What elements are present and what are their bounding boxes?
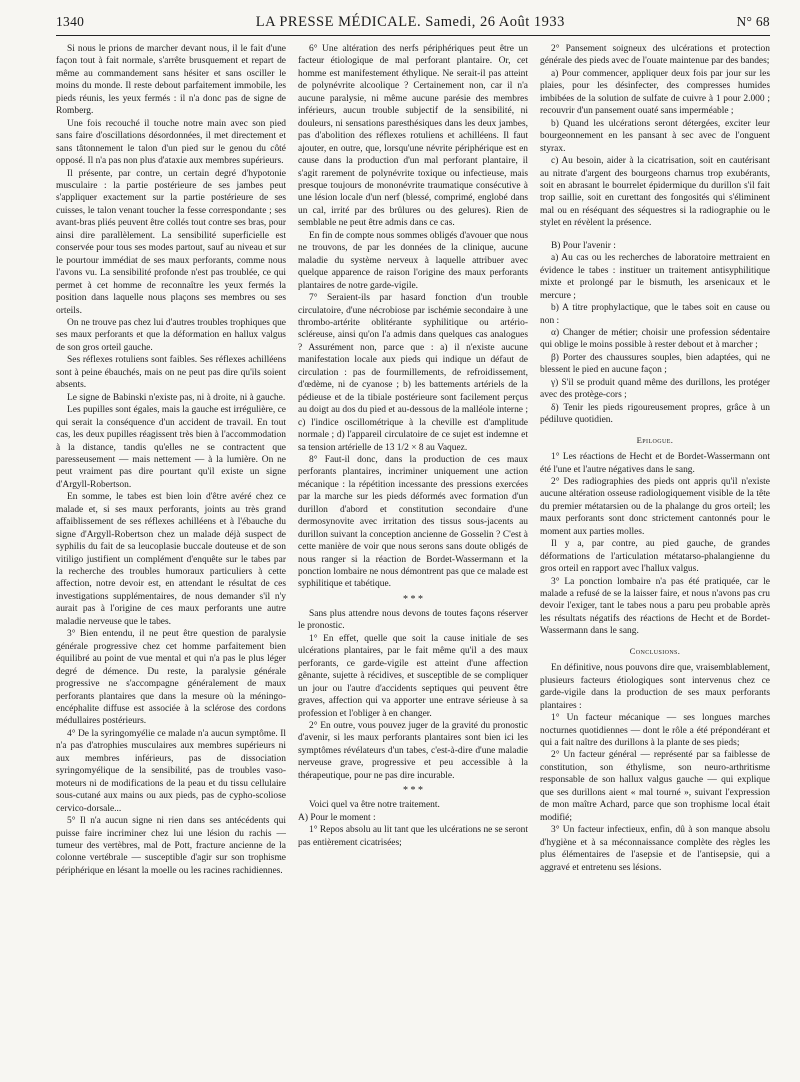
section-separator: * * *: [403, 785, 423, 797]
paragraph: 5° Il n'a aucun signe ni rien dans ses antécédents qui puisse faire incriminer chez lui une lésion du rachis — tumeur des vertèbres, mal de Pott, fracture ancienne de la colonne vertébrale — susceptible d'agir sur son trophisme périphérique en lésant la moelle ou les racines rachidiennes.: [56, 816, 286, 876]
paragraph: b) A titre prophylactique, que le tabes soit en cause ou non :: [540, 303, 770, 326]
paragraph: Il présente, par contre, un certain degré d'hypotonie musculaire : la partie postérieure de ses jambes peut s'appliquer exactement sur la partie postérieure de ses cuisses, le talon venant toucher la fesse correspondante ; ses avant-bras pliés peuvent être collés tout contre ses bras, pour ainsi dire parallèlement. La sensibilité superficielle est conservée pour tous ses modes partout, sauf au niveau et sur le pourtour immédiat de ses maux perforants, comme nous l'avons vu. La sensibilité profonde n'est pas troublée, ce qui permet à cet homme de reconnaître les yeux fermés la position dans laquelle nous plaçons ses membres ou ses orteils.: [56, 168, 286, 316]
paragraph: 1° Repos absolu au lit tant que les ulcérations ne se seront pas entièrement cicatrisées;: [298, 825, 528, 848]
paragraph: 2° Pansement soigneux des ulcérations et protection générale des pieds avec de l'ouate maintenue par des bandes;: [540, 44, 770, 67]
paragraph: 3° La ponction lombaire n'a pas été pratiquée, car le malade a refusé de se la laisser faire, et nous n'avons pas cru devoir l'exiger, tant le tabes nous a paru peu probable après les résultats négatifs des réactions de Hecht et de Bordet-Wassermann dans le sang.: [540, 576, 770, 637]
paragraph: Si nous le prions de marcher devant nous, il le fait d'une façon tout à fait normale, s'arrête brusquement et repart de même au commandement sans hésiter et sans osciller le moins du monde. Il reste debout parfaitement immobile, les pieds réunis, les yeux fermés : il n'a donc pas de signe de Romberg.: [56, 44, 286, 117]
paragraph: γ) S'il se produit quand même des durillons, les protéger avec des protège-cors ;: [540, 377, 770, 401]
future-heading: B) Pour l'avenir :: [551, 240, 616, 251]
paragraph: 1° Un facteur mécanique — ses longues marches nocturnes quotidiennes — dont le rôle a été prépondérant et qui a fait naître des durillons à la plante de ses pieds;: [540, 713, 770, 749]
issue-date: Samedi, 26 Août 1933: [425, 14, 565, 30]
paragraph: 4° De la syringomyélie ce malade n'a aucun symptôme. Il n'a pas d'atrophies musculaires aux membres supérieurs ni aux membres inférieurs, pas de dissociation syringomyélique de la sensibilité, pas de troubles vaso-moteurs ni de modifications de la peau et du tissu cellulaire sous-cutané aux mains ou aux pieds, pas de cypho-scoliose cervico-dorsale...: [56, 728, 286, 814]
paragraph: Il y a, par contre, au pied gauche, de grandes déformations de l'articulation métatarso-phalangienne du gros orteil en rapport avec l'hallux valgus.: [540, 539, 770, 575]
paragraph: β) Porter des chaussures souples, bien adaptées, qui ne blessent le pied en aucune façon ;: [540, 352, 770, 376]
paragraph: En fin de compte nous sommes obligés d'avouer que nous ne trouvons, de par les données de la clinique, aucune maladie du système nerveux à laquelle attribuer avec quelque apparence de raison l'origine des maux perforants plantaires de notre garde-vigile.: [298, 230, 528, 291]
paragraph: α) Changer de métier; choisir une profession sédentaire qui oblige le moins possible à rester debout et à marcher ;: [540, 327, 770, 351]
section-separator: * * *: [403, 593, 423, 605]
column-3: [540, 43, 770, 877]
article-columns: [56, 43, 770, 877]
paragraph: Voici quel va être notre traitement.: [309, 800, 440, 811]
paragraph: 8° Faut-il donc, dans la production de ces maux perforants plantaires, incriminer uniquement une action mécanique : la répétition incessante des pressions exercées par la marche sur les pieds déformés avec formation d'un durillon d'abord et constitution secondaire d'une dermosynovite avec irritation des tissus sous-jacents au durillon suivant la conception ancienne de Gosselin ? C'est à cette manière de voir que nous serons sans doute obligés de nous ranger si la réaction de Bordet-Wassermann et la ponction lombaire ne nous démontrent pas que ce malade est syphilitique et tabétique.: [298, 454, 528, 590]
paragraph: 7° Seraient-ils par hasard fonction d'un trouble circulatoire, d'une nécrobiose par ischémie secondaire à une thrombo-artérite oblitérante syphilitique ou artério-scléreuse, ainsi qu'on l'a admis dans quelques cas analogues ? Assurément non, parce que : a) il n'existe aucune manifestation locale aux pieds qui indique un défaut de circulation : pas de fourmillements, de refroidissement, d'œdème, ni de cyanose ; b) les battements artériels de la pédieuse et de la tibiale postérieure sont facilement perçus au doigt au dos du pied et au-dessous de la malléole interne ; c) l'indice oscillométrique à la cheville est d'amplitude normale ; d) l'appareil circulatoire de ce sujet est indemne et sa tension artérielle de 13 1/2 × 8 au Vaquez.: [298, 293, 528, 453]
paragraph: Le signe de Babinski n'existe pas, ni à droite, ni à gauche.: [67, 392, 286, 403]
page-number: 1340: [56, 14, 85, 29]
column-1: [56, 43, 286, 877]
paragraph: 3° Bien entendu, il ne peut être question de paralysie générale progressive chez cet homme parfaitement bien équilibré au point de vue mental et qui n'a pas le plus léger degré de démence. Du reste, la paralysie générale progressive ne s'accompagne généralement de maux perforants plantaires que dans la mesure où la méningo-encéphalite diffuse est associée à la sclérose des cordons médullaires postérieurs.: [56, 629, 286, 727]
paragraph: En définitive, nous pouvons dire que, vraisemblablement, plusieurs facteurs étiologiques sont intervenus chez ce garde-vigile dans la production de ses maux perforants plantaires :: [540, 663, 770, 711]
paragraph: c) Au besoin, aider à la cicatrisation, soit en cautérisant au nitrate d'argent des bourgeons charnus trop exubérants, soit en abrasant le bourrelet épidermique du durillon s'il fait trop saillie, soit en curettant des fongosités qui s'éliminent mal ou en réséquant des séquestres si la radiographie ou le stylet en révèlent la présence.: [540, 156, 770, 229]
page-header: [56, 14, 770, 36]
section-heading-epilogue: Epilogue.: [636, 434, 674, 445]
paragraph: 1° Les réactions de Hecht et de Bordet-Wassermann ont été l'une et l'autre négatives dans le sang.: [540, 452, 770, 475]
paragraph: a) Pour commencer, appliquer deux fois par jour sur les plaies, pour les désinfecter, des compresses humides imbibées de la solution de sulfate de cuivre à 1 pour 2.000 ; recouvrir d'un pansement ouaté sans imperméable ;: [540, 68, 770, 117]
paragraph: 3° Un facteur infectieux, enfin, dû à son manque absolu d'hygiène et à sa méconnaissance complète des règles les plus élémentaires de l'asepsie et de l'antisepsie, qui a aggravé et entretenu ses lésions.: [540, 825, 770, 873]
paragraph: 2° Un facteur général — représenté par sa faiblesse de constitution, son éthylisme, son neuro-arthritisme responsable de son hallux valgus gauche — qui explique que ses durillons aient « mal tourné », suivant l'expression de mon maître Achard, parce que son trophisme local était modifié;: [540, 750, 770, 823]
paragraph: b) Quand les ulcérations seront détergées, exciter leur bourgeonnement en les pansant à sec avec de l'onguent styrax.: [540, 118, 770, 154]
treatment-heading: A) Pour le moment :: [298, 812, 376, 823]
paragraph: Sans plus attendre nous devons de toutes façons réserver le pronostic.: [298, 608, 528, 632]
paragraph: 2° En outre, vous pouvez juger de la gravité du pronostic d'avenir, si les maux perforants plantaires sont bien ici les symptômes révélateurs d'un tabes, c'est-à-dire d'une maladie nerveuse grave, progressive et peu accessible à la thérapeutique, pour ne pas dire incurable.: [298, 721, 528, 781]
journal-title-and-date: [256, 14, 565, 31]
paragraph: Ses réflexes rotuliens sont faibles. Ses réflexes achilléens sont à peine ébauchés, mais on ne peut pas dire qu'ils soient absents.: [56, 355, 286, 391]
paragraph: 2° Des radiographies des pieds ont appris qu'il n'existe aucune altération osseuse radiologiquement visible de la tête du premier métatarsien ou de la phalange du gros orteil; les maux perforants sont donc strictement cantonnés pour le moment aux parties molles.: [540, 476, 770, 537]
paragraph: δ) Tenir les pieds rigoureusement propres, grâce à un pédiluve quotidien.: [540, 402, 770, 426]
section-heading-conclusions: Conclusions.: [629, 645, 681, 656]
column-2: [298, 43, 528, 877]
paragraph: On ne trouve pas chez lui d'autres troubles trophiques que ses maux perforants et que la déformation en hallux valgus de son gros orteil gauche.: [56, 317, 286, 353]
paragraph: 1° En effet, quelle que soit la cause initiale de ses ulcérations plantaires, par le fait même qu'il a des maux perforants, ce garde-vigile est atteint d'une affection gênante, sujette à récidives, et susceptible de se compliquer un jour ou l'autre d'accidents septiques qui peuvent être graves, affection qui va apporter une entrave sérieuse à sa profession et l'obliger à en changer.: [298, 633, 528, 719]
paragraph: En somme, le tabes est bien loin d'être avéré chez ce malade et, si ses maux perforants, joints au très grand affaiblissement de ses réflexes achilléens et à l'ébauche du signe d'Argyll-Robertson chez un malade déjà suspect de syphilis du fait de sa leucoplasie buccale douteuse et de son vitiligo justifient un complément d'enquête sur le tabes par la recherche des troubles humoraux particuliers à cette affection, notre devoir est, en attendant le résultat de ces investigations supplémentaires, de nous demander s'il n'y aurait pas à l'origine de ces maux perforants une autre maladie nerveuse que le tabes.: [56, 492, 286, 627]
paragraph: Les pupilles sont égales, mais la gauche est irrégulière, ce qui serait la conséquence d'un accident de travail. En tout cas, les deux pupilles réagissent très bien à l'accommodation à la distance, tandis qu'elles ne se contractent que paresseusement — mais nettement — à la lumière. On ne peut vraiment pas dire pourtant qu'il existe un signe d'Argyll-Robertson.: [56, 405, 286, 490]
journal-title: LA PRESSE MÉDICALE.: [255, 14, 422, 30]
issue-number: N° 68: [736, 14, 770, 29]
paragraph: a) Au cas ou les recherches de laboratoire mettraient en évidence le tabes : instituer un traitement antisyphilitique mixte et prolongé par le bismuth, les arsenicaux et le mercure ;: [540, 253, 770, 301]
paragraph: 6° Une altération des nerfs périphériques peut être un facteur étiologique de mal perforant plantaire. Or, cet homme est manifestement éthylique. Ne serait-il pas atteint de polynévrite alcoolique ? Certainement non, car il n'a aucune paralysie, ni même aucune parésie des membres inférieurs, aucun trouble subjectif de la sensibilité, ni douleurs, ni sensations paresthésiques dans les deux jambes, pas d'abolition des réflexes rotuliens et achilléens. Il faut ajouter, en outre, que, lorsqu'une névrite périphérique est en cause dans la production d'un mal perforant plantaire, il s'agit rarement de polynévrite toxique ou infectieuse, mais presque toujours de mononévrite traumatique consécutive à une lésion locale d'un nerf (blessé, comprimé, englobé dans un cal, irrité par des brûlures ou des gelures). Rien de semblable ne peut être admis dans ce cas.: [298, 44, 528, 229]
paragraph: Une fois recouché il touche notre main avec son pied sans faire d'oscillations désordonnées, il met directement et sans tâtonnement le talon d'un pied sur le genou du côté opposé. Il n'a pas non plus d'ataxie aux membres supérieurs.: [56, 118, 286, 167]
